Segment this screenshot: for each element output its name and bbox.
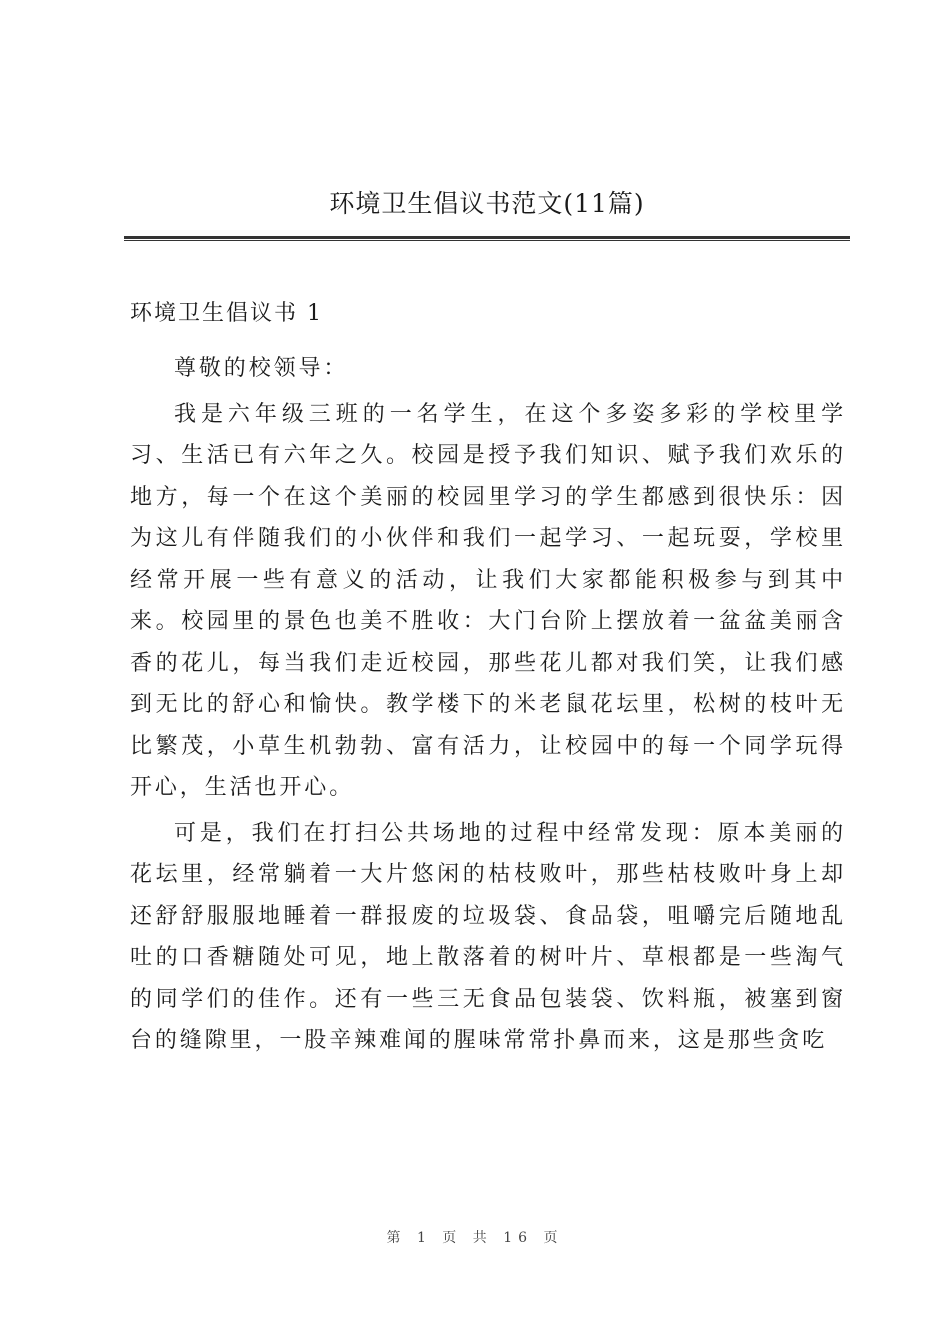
body-paragraph: 我是六年级三班的一名学生，在这个多姿多彩的学校里学习、生活已有六年之久。校园是授予我们知识、赋予我们欢乐的地方，每一个在这个美丽的校园里学习的学生都感到很快乐：因为这儿有伴随我们的小伙伴和我们一起学习、一起玩耍，学校里经常开展一些有意义的活动，让我们大家都能积极参与到其中来。校园里的景色也美不胜收：大门台阶上摆放着一盆盆美丽含香的花儿，每当我们走近校园，那些花儿都对我们笑，让我们感到无比的舒心和愉快。教学楼下的米老鼠花坛里，松树的枝叶无比繁茂，小草生机勃勃、富有活力，让校园中的每一个同学玩得开心，生活也开心。: [130, 401, 846, 800]
page-number: 第 1 页 共 16 页: [386, 1230, 564, 1246]
document-body: [130, 348, 846, 1062]
body-paragraph: 可是，我们在打扫公共场地的过程中经常发现：原本美丽的花坛里，经常躺着一大片悠闲的枯枝败叶，那些枯枝败叶身上却还舒舒服服地睡着一群报废的垃圾袋、食品袋，咀嚼完后随地乱吐的口香糖随处可见，地上散落着的树叶片、草根都是一些淘气的同学们的佳作。还有一些三无食品包装袋、饮料瓶，被塞到窗台的缝隙里，一股辛辣难闻的腥味常常扑鼻而来，这是那些贪吃: [130, 820, 846, 1053]
salutation: 尊敬的校领导：: [174, 356, 349, 381]
section-heading: 环境卫生倡议书 1: [130, 301, 323, 326]
document-title: 环境卫生倡议书范文(11篇): [329, 189, 645, 218]
title-divider: [124, 236, 850, 241]
